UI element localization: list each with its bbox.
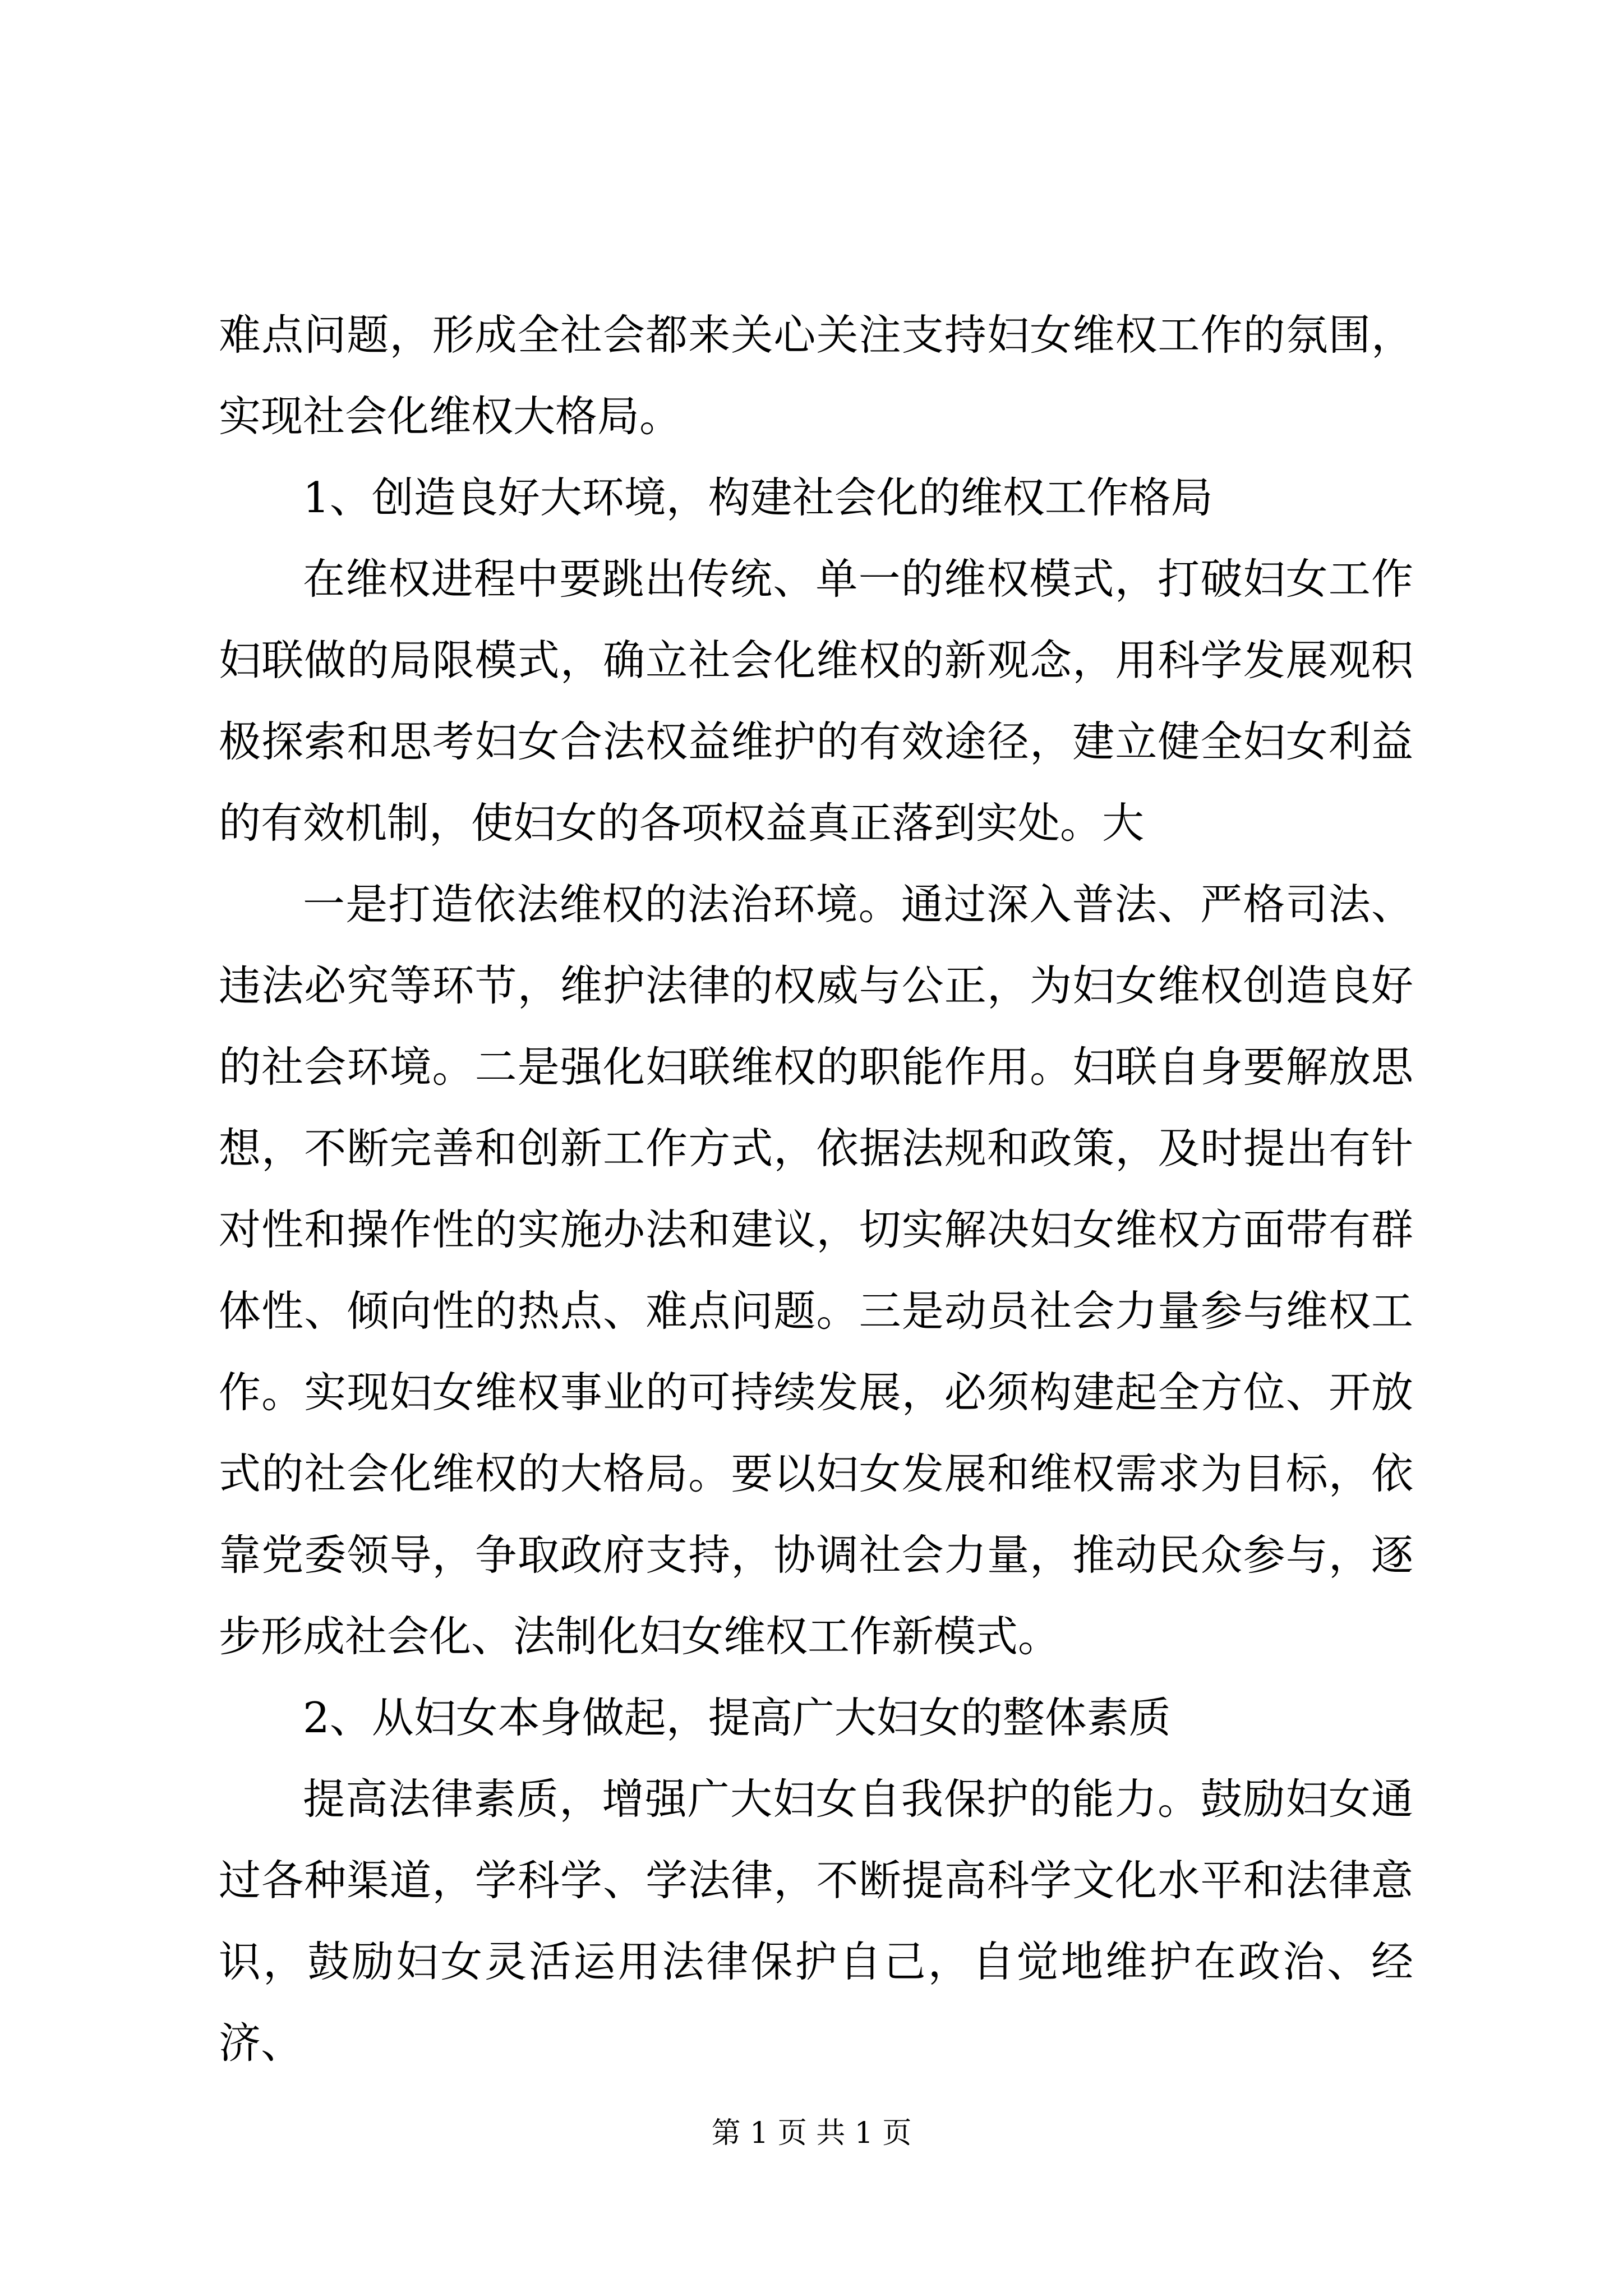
section-heading-1: 1、创造良好大环境，构建社会化的维权工作格局 — [303, 473, 1213, 522]
paragraph: 难点问题，形成全社会都来关心关注支持妇女维权工作的氛围，实现社会化维权大格局。 — [219, 310, 1413, 441]
paragraph: 提高法律素质，增强广大妇女自我保护的能力。鼓励妇女通过各种渠道，学科学、学法律，不断提高科学文化水平和法律意识，鼓励妇女灵活运用法律保护自己，自觉地维护在政治、经济、 — [219, 1774, 1413, 2068]
paragraph: 一是打造依法维权的法治环境。通过深入普法、严格司法、违法必究等环节，维护法律的权威与公正，为妇女维权创造良好的社会环境。二是强化妇联维权的职能作用。妇联自身要解放思想，不断完善和创新工作方式，依据法规和政策，及时提出有针对性和操作性的实施办法和建议，切实解决妇女维权方面带有群体性、倾向性的热点、难点问题。三是动员社会力量参与维权工作。实现妇女维权事业的可持续发展，必须构建起全方位、开放式的社会化维权的大格局。要以妇女发展和维权需求为目标，依靠党委领导，争取政府支持，协调社会力量，推动民众参与，逐步形成社会化、法制化妇女维权工作新模式。 — [219, 880, 1413, 1661]
page-footer: 第 1 页 共 1 页 — [711, 2116, 912, 2150]
document-body — [219, 295, 1413, 2084]
section-heading-2: 2、从妇女本身做起，提高广大妇女的整体素质 — [303, 1693, 1171, 1742]
paragraph: 在维权进程中要跳出传统、单一的维权模式，打破妇女工作妇联做的局限模式，确立社会化维权的新观念，用科学发展观积极探索和思考妇女合法权益维护的有效途径，建立健全妇女利益的有效机制，使妇女的各项权益真正落到实处。大 — [219, 554, 1413, 848]
